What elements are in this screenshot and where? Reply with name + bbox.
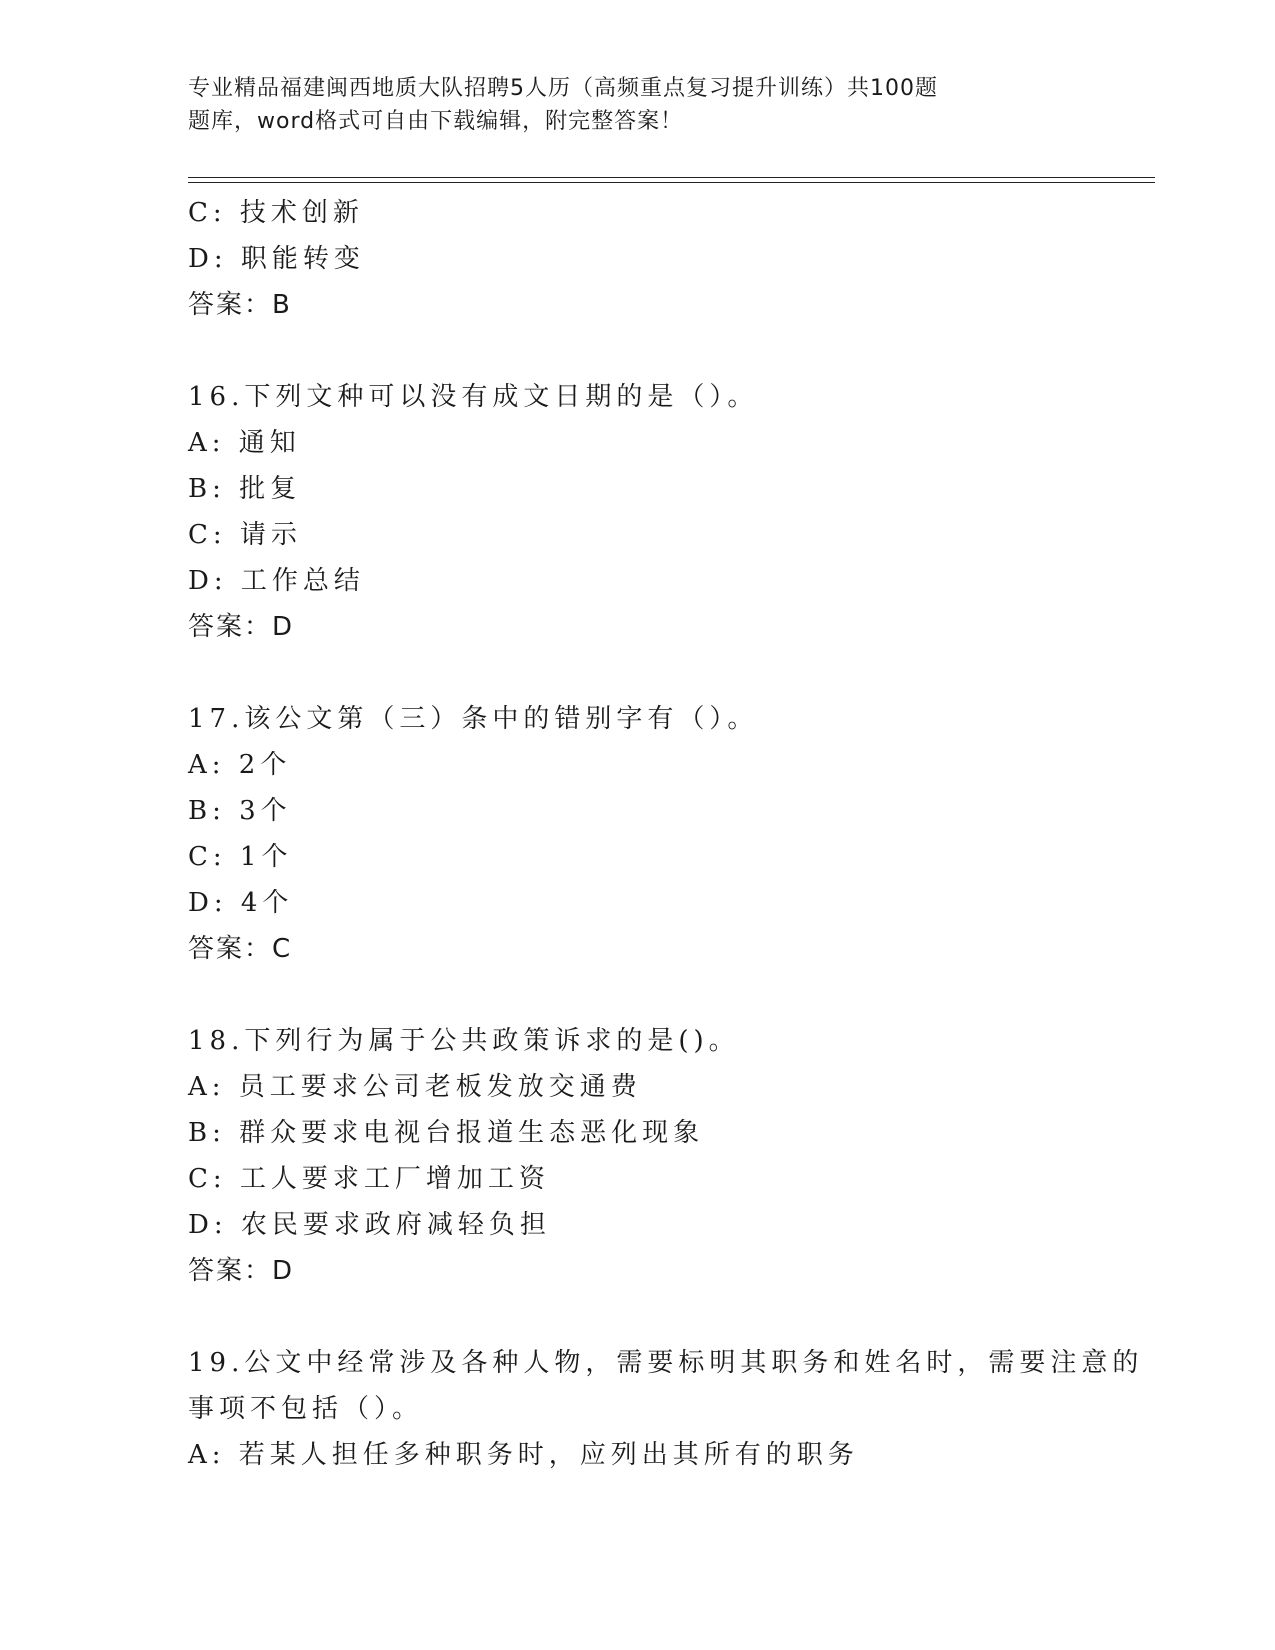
document-header (188, 72, 1028, 138)
option-a: A: 2个 (188, 750, 292, 780)
spacer (188, 1294, 1148, 1340)
option-a: A: 员工要求公司老板发放交通费 (188, 1072, 642, 1102)
question-16 (188, 374, 1148, 650)
header-divider-top (188, 177, 1155, 178)
option-c: C: 工人要求工厂增加工资 (188, 1164, 550, 1194)
answer-line: 答案：B (188, 290, 292, 320)
option-c: C: 技术创新 (188, 198, 364, 228)
question-17 (188, 696, 1148, 972)
question-15-continuation (188, 190, 1148, 328)
question-stem: 18.下列行为属于公共政策诉求的是()。 (188, 1026, 740, 1056)
question-stem: 16.下列文种可以没有成文日期的是（）。 (188, 382, 759, 412)
option-d: D: 工作总结 (188, 566, 365, 596)
header-title-line-2: 题库，word格式可自由下载编辑，附完整答案！ (188, 109, 684, 134)
option-a: A: 通知 (188, 428, 301, 458)
option-d: D: 职能转变 (188, 244, 365, 274)
question-18 (188, 1018, 1148, 1294)
question-list (188, 190, 1148, 1478)
option-b: B: 群众要求电视台报道生态恶化现象 (188, 1118, 705, 1148)
answer-line: 答案：D (188, 1256, 295, 1286)
spacer (188, 328, 1148, 374)
option-a: A: 若某人担任多种职务时，应列出其所有的职务 (188, 1440, 859, 1470)
header-title-line-1: 专业精品福建闽西地质大队招聘5人历（高频重点复习提升训练）共100题 (188, 76, 938, 101)
spacer (188, 972, 1148, 1018)
option-d: D: 4个 (188, 888, 294, 918)
spacer (188, 650, 1148, 696)
option-d: D: 农民要求政府减轻负担 (188, 1210, 551, 1240)
option-c: C: 请示 (188, 520, 302, 550)
option-c: C: 1个 (188, 842, 293, 872)
option-b: B: 3个 (188, 796, 292, 826)
answer-line: 答案：C (188, 934, 293, 964)
header-divider-bottom (188, 182, 1155, 183)
question-stem-line-2: 事项不包括（）。 (188, 1394, 424, 1424)
question-19 (188, 1340, 1148, 1478)
answer-line: 答案：D (188, 612, 295, 642)
option-b: B: 批复 (188, 474, 302, 504)
question-stem-line-1: 19.公文中经常涉及各种人物，需要标明其职务和姓名时，需要注意的 (188, 1348, 1144, 1378)
question-stem: 17.该公文第（三）条中的错别字有（）。 (188, 704, 759, 734)
